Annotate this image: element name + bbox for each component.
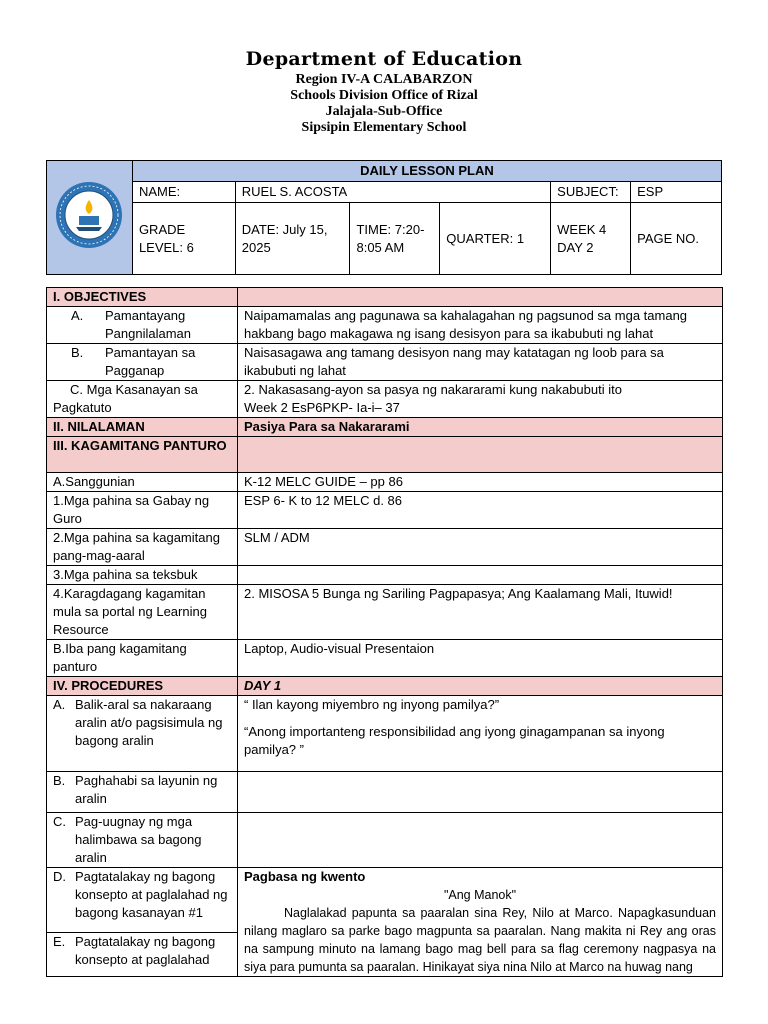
- standard-b-label: B. Pamantayan sa Pagganap: [47, 344, 238, 381]
- week-day: WEEK 4 DAY 2: [551, 203, 631, 275]
- procedure-e-label: E. Pagtatalakay ng bagong konsepto at paglalahad: [47, 933, 238, 977]
- story-title: "Ang Manok": [443, 888, 517, 902]
- textbook-value: [238, 566, 723, 585]
- school-line: Sipsipin Elementary School: [301, 120, 467, 135]
- competency-label: C. Mga Kasanayan sa Pagkatuto: [47, 381, 238, 418]
- other-materials-value: Laptop, Audio-visual Presentaion: [238, 640, 723, 677]
- name-label: NAME:: [132, 182, 235, 203]
- additional-materials-label: 4.Karagdagang kagamitan mula sa portal ng Learning Resource: [47, 585, 238, 640]
- procedure-c-label: C. Pag-uugnay ng mga halimbawa sa bagong aralin: [47, 813, 238, 868]
- name-value: RUEL S. ACOSTA: [235, 182, 550, 203]
- procedure-b-label: B. Paghahabi sa layunin ng aralin: [47, 772, 238, 813]
- teacher-guide-value: ESP 6- K to 12 MELC d. 86: [238, 492, 723, 529]
- materials-blank: [238, 437, 723, 473]
- references-value: K-12 MELC GUIDE – pp 86: [238, 473, 723, 492]
- teacher-guide-label: 1.Mga pahina sa Gabay ng Guro: [47, 492, 238, 529]
- grade-level: GRADE LEVEL: 6: [132, 203, 235, 275]
- document-header: [0, 48, 768, 136]
- procedure-d-story: Pagbasa ng kwento "Ang Manok" Naglalakad papunta sa paaralan sina Rey, Nilo at Marco. Napagkasunduan nilang maglaro sa parke bago magpunta sa paaralan. Nang makita ni Rey ang oras na sampung minuto na lamang bago mag bell para sa flag ceremony nagpasya na siya para pumunta sa paaralan. Hinikayat siya nina Nilo at Marco na huwag nang: [238, 868, 723, 977]
- page-number: PAGE NO.: [631, 203, 722, 275]
- procedure-d-label: D. Pagtatalakay ng bagong konsepto at paglalahad ng bagong kasanayan #1: [47, 868, 238, 933]
- story-text: Naglalakad papunta sa paaralan sina Rey, Nilo at Marco. Napagkasunduan nilang maglaro sa parke bago magpunta sa paaralan. Nang makita ni Rey ang oras na sampung minuto na lamang bago mag bell para sa flag ceremony nagpasya na siya para pumunta sa paaralan. Hinikayat siya nina Nilo at Marco na huwag nang: [244, 906, 716, 974]
- procedure-b-value: [238, 772, 723, 813]
- lesson-info-table: [46, 160, 722, 275]
- objectives-heading: I. OBJECTIVES: [47, 288, 238, 307]
- procedure-a-label: A. Balik-aral sa nakaraang aralin at/o pagsisimula ng bagong aralin: [47, 696, 238, 772]
- quarter: QUARTER: 1: [440, 203, 551, 275]
- procedure-c-value: [238, 813, 723, 868]
- subject-value: ESP: [631, 182, 722, 203]
- department-title: Department of Education: [245, 48, 523, 70]
- competency-value: 2. Nakasasang-ayon sa pasya ng nakararami kung nakabubuti ito Week 2 EsP6PKP- Ia-i– 37: [238, 381, 723, 418]
- division-line: Schools Division Office of Rizal: [290, 88, 478, 103]
- daily-lesson-plan-title: DAILY LESSON PLAN: [132, 161, 721, 182]
- date: DATE: July 15, 2025: [235, 203, 350, 275]
- standard-a-value: Naipamamalas ang pagunawa sa kahalagahan ng pagsunod sa mga tamang hakbang bago makagawa ng isang desisyon para sa ikabubuti ng lahat: [238, 307, 723, 344]
- standard-a-label: A. Pamantayang Pangnilalaman: [47, 307, 238, 344]
- time: TIME: 7:20-8:05 AM: [350, 203, 440, 275]
- day-label: DAY 1: [238, 677, 723, 696]
- textbook-label: 3.Mga pahina sa teksbuk: [47, 566, 238, 585]
- sub-office-line: Jalajala-Sub-Office: [325, 104, 443, 119]
- references-label: A.Sanggunian: [47, 473, 238, 492]
- content-value: Pasiya Para sa Nakararami: [238, 418, 723, 437]
- school-logo-cell: [47, 161, 133, 275]
- subject-label: SUBJECT:: [551, 182, 631, 203]
- other-materials-label: B.Iba pang kagamitang panturo: [47, 640, 238, 677]
- content-heading: II. NILALAMAN: [47, 418, 238, 437]
- region-line: Region IV-A CALABARZON: [295, 72, 473, 87]
- learner-materials-label: 2.Mga pahina sa kagamitang pang-mag-aaral: [47, 529, 238, 566]
- objectives-blank: [238, 288, 723, 307]
- additional-materials-value: 2. MISOSA 5 Bunga ng Sariling Pagpapasya; Ang Kaalamang Mali, Ituwid!: [238, 585, 723, 640]
- school-seal-logo: [54, 180, 124, 250]
- procedure-a-value: “ Ilan kayong miyembro ng inyong pamilya?” “Anong importanteng responsibilidad ang iyong ginagampanan sa inyong pamilya? ”: [238, 696, 723, 772]
- learner-materials-value: SLM / ADM: [238, 529, 723, 566]
- lesson-plan-table: [46, 287, 723, 977]
- materials-heading: III. KAGAMITANG PANTURO: [47, 437, 238, 473]
- standard-b-value: Naisasagawa ang tamang desisyon nang may katatagan ng loob para sa ikabubuti ng lahat: [238, 344, 723, 381]
- procedures-heading: IV. PROCEDURES: [47, 677, 238, 696]
